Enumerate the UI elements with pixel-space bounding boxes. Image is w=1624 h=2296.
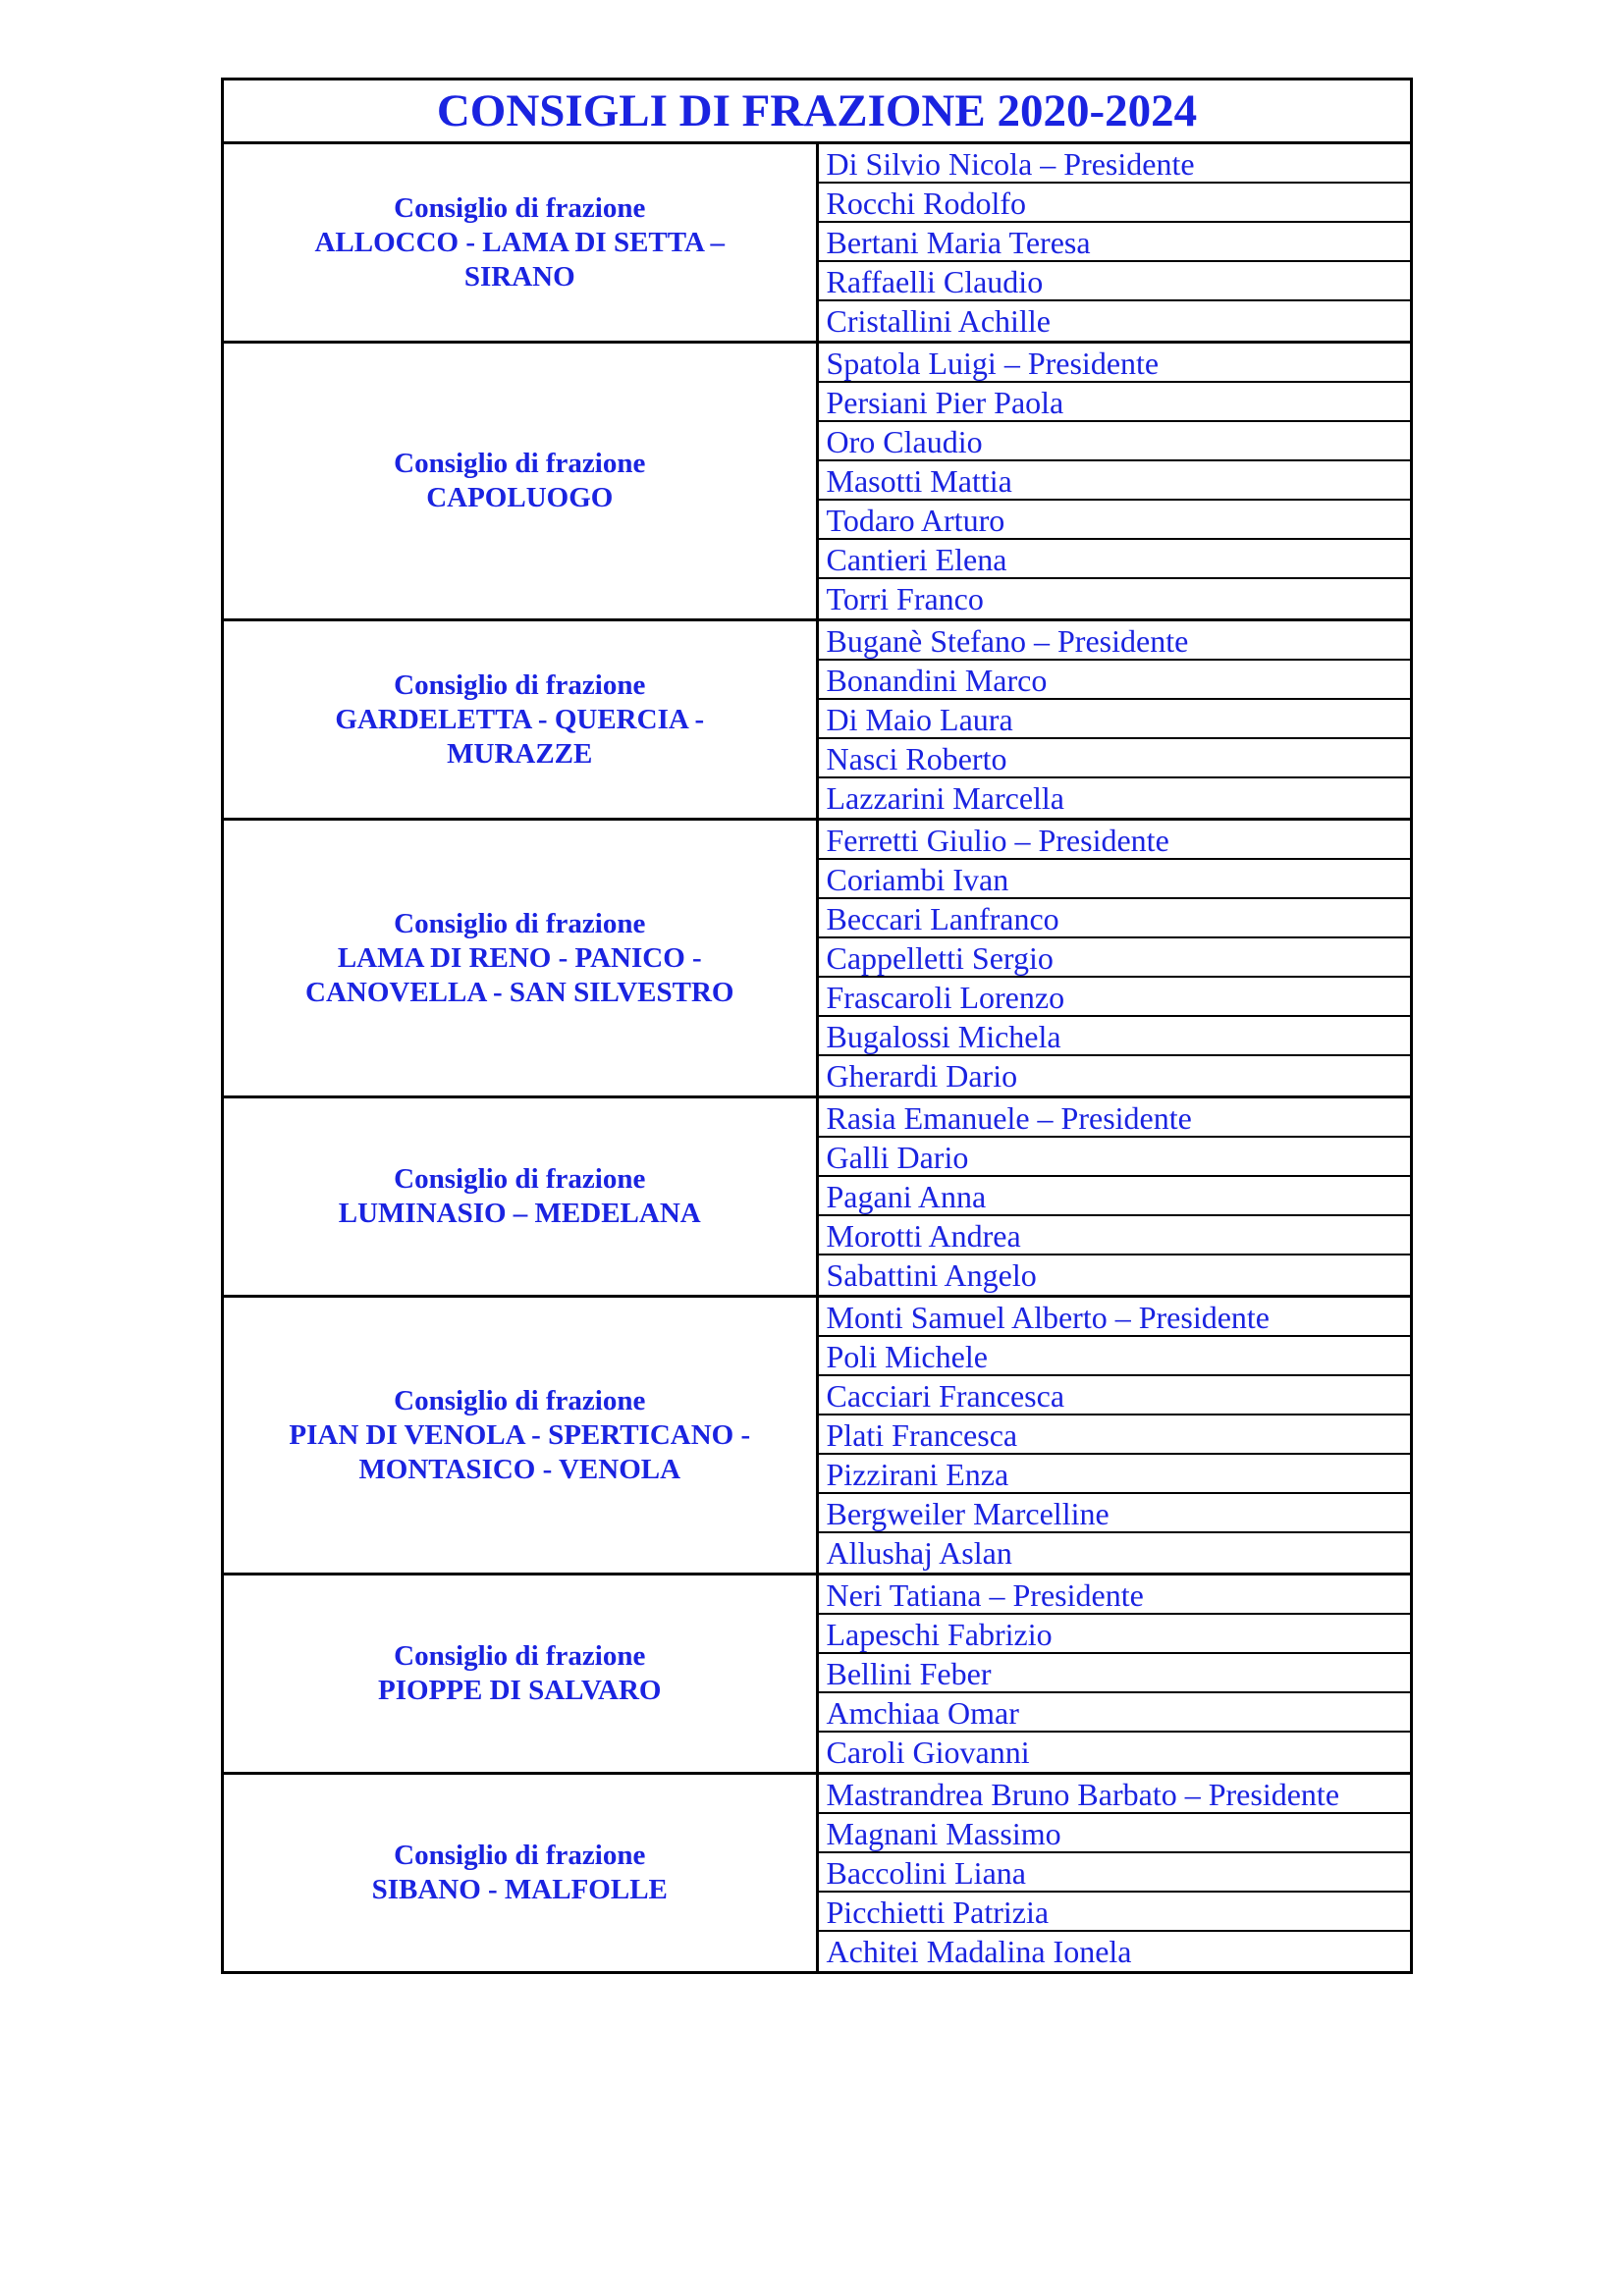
member-name: Cantieri Elena <box>819 540 1411 579</box>
council-group-label <box>223 620 818 820</box>
council-heading: Consiglio di frazione <box>394 668 646 701</box>
council-heading: Consiglio di frazione <box>394 448 646 479</box>
council-members <box>817 1575 1412 1774</box>
council-group-label <box>223 343 818 620</box>
member-name: Buganè Stefano – Presidente <box>819 621 1411 661</box>
member-name: Torri Franco <box>826 581 984 616</box>
council-group-label <box>223 1575 818 1774</box>
member-name: Cappelletti Sergio <box>819 938 1411 978</box>
council-group-label <box>223 820 818 1097</box>
council-area-name: CANOVELLA - SAN SILVESTRO <box>305 976 734 1008</box>
member-name: Di Silvio Nicola – Presidente <box>819 144 1411 184</box>
council-heading: Consiglio di frazione <box>394 907 646 939</box>
council-group-row <box>223 820 1412 1097</box>
member-name: Rasia Emanuele – Presidente <box>819 1098 1411 1138</box>
council-area-name: ALLOCCO - LAMA DI SETTA – <box>314 226 726 258</box>
member-name: Lazzarini Marcella <box>826 780 1064 816</box>
member-name: Bugalossi Michela <box>819 1017 1411 1056</box>
member-name: Magnani Massimo <box>819 1814 1411 1853</box>
council-area-name: SIRANO <box>463 260 575 293</box>
member-name: Todaro Arturo <box>819 501 1411 540</box>
councils-table <box>221 78 1413 1974</box>
member-name: Caroli Giovanni <box>826 1735 1030 1770</box>
council-members <box>817 343 1412 620</box>
member-name: Bonandini Marco <box>819 661 1411 700</box>
member-name: Amchiaa Omar <box>819 1693 1411 1733</box>
council-area-name: SIBANO - MALFOLLE <box>371 1874 668 1905</box>
member-name: Picchietti Patrizia <box>819 1893 1411 1932</box>
title-row <box>223 80 1412 143</box>
member-name: Sabattini Angelo <box>826 1257 1037 1293</box>
council-members <box>817 1774 1412 1973</box>
member-name: Coriambi Ivan <box>819 860 1411 899</box>
member-name: Pagani Anna <box>819 1177 1411 1216</box>
council-area-name: LAMA DI RENO - PANICO - <box>337 941 702 974</box>
member-name: Oro Claudio <box>819 422 1411 461</box>
council-members <box>817 1097 1412 1297</box>
member-name: Bertani Maria Teresa <box>819 223 1411 262</box>
council-area-name: GARDELETTA - QUERCIA - <box>335 703 705 735</box>
member-name: Raffaelli Claudio <box>819 262 1411 301</box>
member-name: Lapeschi Fabrizio <box>819 1615 1411 1654</box>
member-name: Frascaroli Lorenzo <box>819 978 1411 1017</box>
member-name: Plati Francesca <box>819 1415 1411 1455</box>
council-heading: Consiglio di frazione <box>394 191 646 224</box>
member-name: Pizzirani Enza <box>819 1455 1411 1494</box>
council-group-row <box>223 1575 1412 1774</box>
member-name: Bellini Feber <box>819 1654 1411 1693</box>
member-name: Cristallini Achille <box>826 303 1051 339</box>
document-title: CONSIGLI DI FRAZIONE 2020-2024 <box>223 80 1412 143</box>
council-members <box>817 1297 1412 1575</box>
council-heading: Consiglio di frazione <box>394 1640 646 1672</box>
council-group-label <box>223 1774 818 1973</box>
member-name: Poli Michele <box>819 1337 1411 1376</box>
council-members <box>817 820 1412 1097</box>
member-name: Persiani Pier Paola <box>819 383 1411 422</box>
member-name: Cacciari Francesca <box>819 1376 1411 1415</box>
council-group-row <box>223 1774 1412 1973</box>
council-members <box>817 143 1412 343</box>
member-name: Nasci Roberto <box>819 739 1411 778</box>
council-area-name: LUMINASIO – MEDELANA <box>338 1198 701 1229</box>
member-name: Mastrandrea Bruno Barbato – Presidente <box>819 1775 1411 1814</box>
council-area-name: MURAZZE <box>447 737 593 770</box>
council-heading: Consiglio di frazione <box>394 1384 646 1416</box>
council-heading: Consiglio di frazione <box>394 1163 646 1195</box>
council-group-row <box>223 620 1412 820</box>
member-name: Beccari Lanfranco <box>819 899 1411 938</box>
council-group-label <box>223 1097 818 1297</box>
member-name: Achitei Madalina Ionela <box>826 1934 1132 1969</box>
council-members <box>817 620 1412 820</box>
member-name: Spatola Luigi – Presidente <box>819 344 1411 383</box>
council-area-name: CAPOLUOGO <box>426 482 614 513</box>
council-area-name: MONTASICO - VENOLA <box>358 1453 681 1485</box>
member-name: Baccolini Liana <box>819 1853 1411 1893</box>
member-name: Bergweiler Marcelline <box>819 1494 1411 1533</box>
member-name: Monti Samuel Alberto – Presidente <box>819 1298 1411 1337</box>
member-name: Ferretti Giulio – Presidente <box>819 821 1411 860</box>
member-name: Gherardi Dario <box>826 1058 1018 1094</box>
council-group-label <box>223 1297 818 1575</box>
council-group-row <box>223 1097 1412 1297</box>
council-group-row <box>223 1297 1412 1575</box>
member-name: Allushaj Aslan <box>826 1535 1012 1571</box>
council-area-name: PIOPPE DI SALVARO <box>378 1675 662 1706</box>
member-name: Masotti Mattia <box>819 461 1411 501</box>
councils-table-body <box>223 80 1412 1973</box>
member-name: Morotti Andrea <box>819 1216 1411 1255</box>
council-group-row <box>223 343 1412 620</box>
member-name: Di Maio Laura <box>819 700 1411 739</box>
council-area-name: PIAN DI VENOLA - SPERTICANO - <box>289 1418 751 1451</box>
member-name: Rocchi Rodolfo <box>819 184 1411 223</box>
council-heading: Consiglio di frazione <box>394 1840 646 1871</box>
member-name: Galli Dario <box>819 1138 1411 1177</box>
council-group-row <box>223 143 1412 343</box>
council-group-label <box>223 143 818 343</box>
member-name: Neri Tatiana – Presidente <box>819 1575 1411 1615</box>
